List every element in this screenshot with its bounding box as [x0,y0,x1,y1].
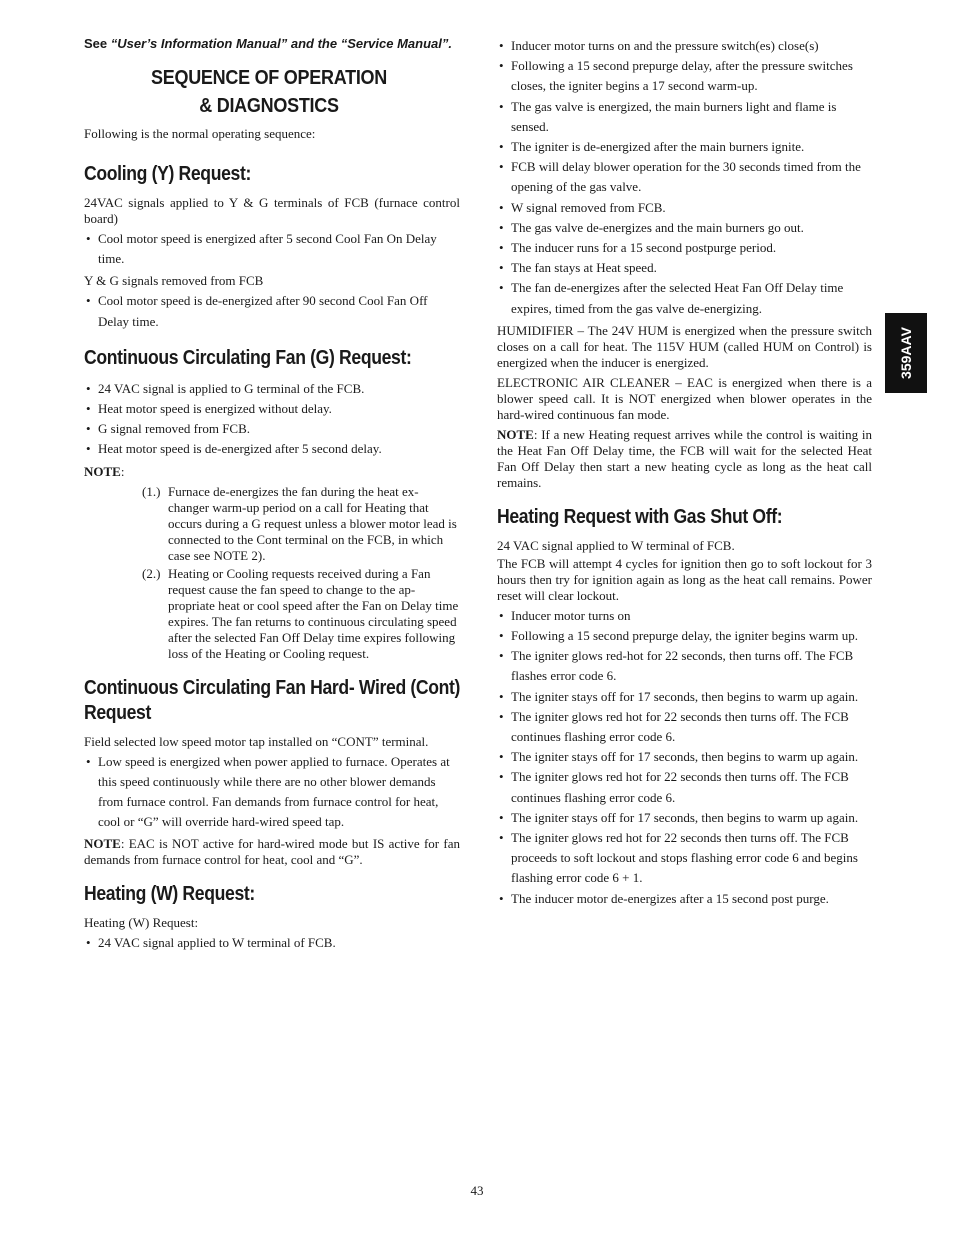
list-item: • The igniter stays off for 17 seconds, then begins to warm up again. [497,687,872,707]
section-title: SEQUENCE OF OPERATION & DIAGNOSTICS [150,67,388,117]
list-item: • W signal removed from FCB. [497,198,872,218]
list-item: • Following a 15 second prepurge delay, the igniter begins warm up. [497,626,872,646]
right-column [497,36,872,913]
list-item: • The fan de‐energizes after the selected Heat Fan Off Delay time expires, timed from the gas valve de‐energizing. [497,278,872,318]
eac-para: ELECTRONIC AIR CLEANER – EAC is energized when there is a blower speed call. It is NOT energized when blower operates in the hard‐wired continuous fan mode. [497,374,872,422]
list-item: • The igniter glows red‐hot for 22 seconds, then turns off. The FCB flashes error code 6. [497,646,872,686]
list-item: • The inducer motor de‐energizes after a 15 second post purge. [497,889,872,909]
list-item: • 24 VAC signal is applied to G terminal of the FCB. [84,379,460,399]
heating-sequence-list [497,36,872,319]
list-item: • G signal removed from FCB. [84,419,460,439]
list-item: • The igniter glows red hot for 22 seconds then turns off. The FCB continues flashing error code 6. [497,707,872,747]
heating-note: NOTE: If a new Heating request arrives while the control is waiting in the Heat Fan Off Delay time, the FCB will wait for the selected Heat Fan Off Delay then start a new heating cycle as long as the heat call remains. [497,426,872,490]
list-item: • The inducer runs for a 15 second postpurge period. [497,238,872,258]
hardwired-list [84,752,460,833]
list-item: • Inducer motor turns on and the pressure switch(es) close(s) [497,36,872,56]
cooling-list-1 [84,229,460,269]
left-column [84,36,460,958]
list-item: • Cool motor speed is energized after 5 second Cool Fan On Delay time. [84,229,460,269]
fan-g-notes [84,484,460,662]
fan-g-note: NOTE: [84,463,125,479]
humidifier-para: HUMIDIFIER – The 24V HUM is energized when the pressure switch closes on a call for heat. The 115V HUM (called HUM on Control) is energized when the inducer is energized. [497,322,872,370]
heating-list [84,933,460,953]
list-item: • The fan stays at Heat speed. [497,258,872,278]
heating-heading: Heating (W) Request: [84,883,255,906]
list-item: • Cool motor speed is de‐energized after 90 second Cool Fan Off Delay time. [84,291,460,331]
hardwired-heading: Continuous Circulating Fan Hard- Wired (Cont) Request [84,676,461,724]
note-item: (1.) Furnace de‐energizes the fan during the heat ex- changer warm‐up period on a call for Heating that occurs during a G request unless a blower motor lead is connected to the Cont terminal on the FCB, in which case see NOTE 2). [142,483,457,563]
list-item: • The igniter glows red hot for 22 seconds then turns off. The FCB proceeds to soft lockout and stops flashing error code 6 and begins flashing error code 6 + 1. [497,828,872,889]
note-item: (2.) Heating or Cooling requests received during a Fan request cause the fan speed to change to the ap- propriate heat or cool speed after the Fan on Delay time expires. The fan returns to continuous circulating speed after the selected Fan Off Delay time expires following loss of the Heating or Cooling request. [142,565,459,661]
gas-shutoff-list [497,606,872,909]
cooling-list-2 [84,291,460,331]
fan-g-heading: Continuous Circulating Fan (G) Request: [84,346,412,369]
gas-shutoff-para-1: 24 VAC signal applied to W terminal of FCB. [497,537,735,553]
list-item: • The igniter stays off for 17 seconds, then begins to warm up again. [497,808,872,828]
list-item: • The igniter is de‐energized after the main burners ignite. [497,137,872,157]
hardwired-para: Field selected low speed motor tap installed on “CONT” terminal. [84,733,429,749]
fan-g-list [84,379,460,460]
cooling-heading: Cooling (Y) Request: [84,163,251,185]
gas-shutoff-para-2: The FCB will attempt 4 cycles for ignition then go to soft lockout for 3 hours then try for ignition again as long as the heat call remains. Power reset will clear lockout. [497,555,872,603]
page-number: 43 [470,1183,484,1198]
hardwired-note: NOTE: EAC is NOT active for hard‐wired mode but IS active for fan demands from furnace control for heat, cool and “G”. [84,836,460,868]
list-item: • FCB will delay blower operation for the 30 seconds timed from the opening of the gas valve. [497,157,872,197]
list-item: • Following a 15 second prepurge delay, after the pressure switches closes, the igniter begins a 17 second warm‐up. [497,56,872,96]
intro-text: Following is the normal operating sequence: [84,126,316,141]
list-item: • Inducer motor turns on [497,606,872,626]
heating-para: Heating (W) Request: [84,915,199,931]
list-item: • 24 VAC signal applied to W terminal of FCB. [84,933,460,953]
list-item: • Low speed is energized when power applied to furnace. Operates at this speed continuously while there are no other blower demands from furnace control. Fan demands from furnace control for heat, cool or “G” will override hard‐wired speed tap. [84,752,460,833]
list-item: • The igniter stays off for 17 seconds, then begins to warm up again. [497,747,872,767]
list-item: • The gas valve is energized, the main burners light and flame is sensed. [497,97,872,137]
list-item: • Heat motor speed is energized without delay. [84,399,460,419]
side-tab [885,313,927,393]
cooling-para-2: Y & G signals removed from FCB [84,273,264,289]
see-manual-note: See “User’s Information Manual” and the “Service Manual”. [84,36,452,51]
gas-shutoff-heading: Heating Request with Gas Shut Off: [497,505,783,528]
list-item: • Heat motor speed is de‐energized after 5 second delay. [84,439,460,459]
cooling-para: 24VAC signals applied to Y & G terminals of FCB (furnace control board) [84,195,460,226]
list-item: • The igniter glows red hot for 22 seconds then turns off. The FCB continues flashing error code 6. [497,767,872,807]
side-tab-label: 359AAV [898,327,914,379]
list-item: • The gas valve de‐energizes and the main burners go out. [497,218,872,238]
